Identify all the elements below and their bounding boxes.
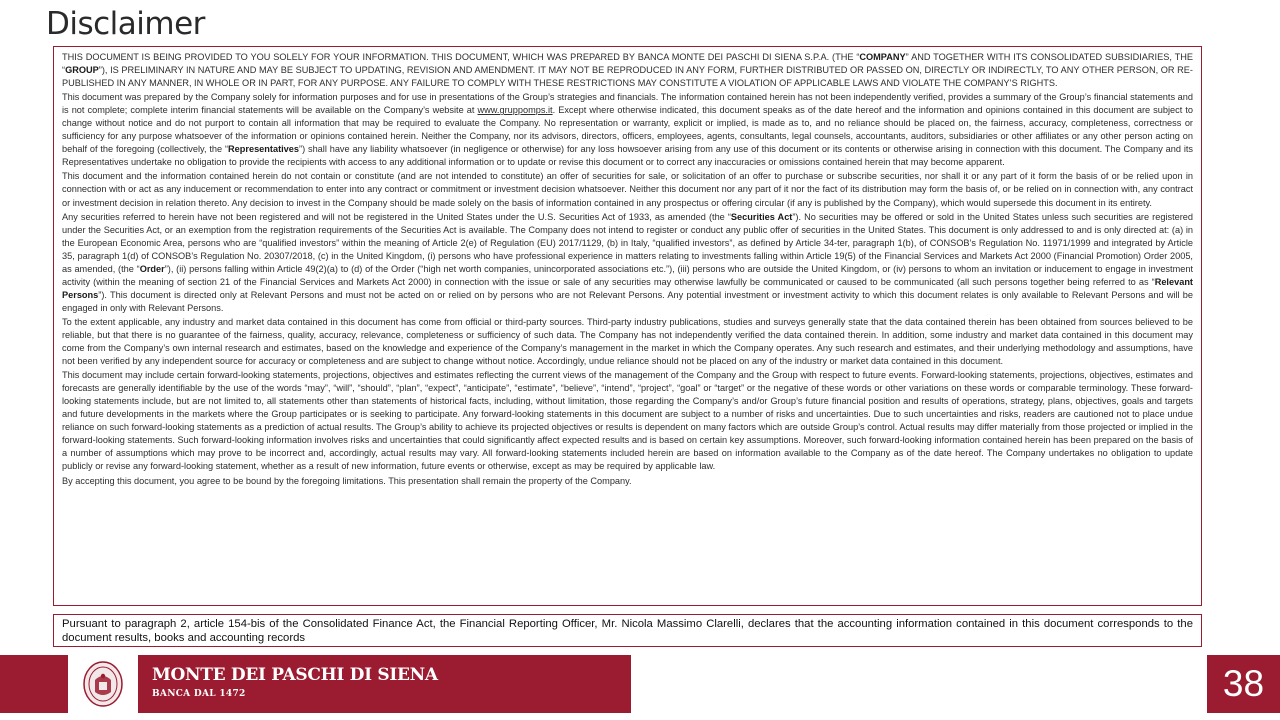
attestation-text: Pursuant to paragraph 2, article 154-bis of the Consolidated Finance Act, the Financial Reporting Officer, Mr. Nicola Massimo Clarelli, declares that the accounting information contained in this document corresponds to the document results, books and accounting records: [62, 618, 1193, 644]
defined-term: GROUP: [65, 65, 99, 76]
paragraph-text: Any securities referred to herein have not been registered and will not be registered in the United States under the U.S. Securities Act of 1933, as amended (the “: [62, 211, 731, 222]
defined-term: Securities Act: [730, 211, 793, 222]
paragraph-text: ”) shall have any liability whatsoever (in negligence or otherwise) for any loss howsoever arising from any use of this document or its contents or otherwise arising in connection with this document. The Company and its Representatives undertake no obligation to provide the recipients with access to any additional information or to update or revise this document or to correct any inaccuracies or omissions contained herein that may become apparent.: [62, 144, 1194, 168]
bank-seal-icon: [82, 660, 124, 708]
paragraph-text: To the extent applicable, any industry and market data contained in this document has come from official or third-party sources. Third-party industry publications, studies and surveys generally state that the data contained therein has been obtained from sources believed to be reliable, but that there is no guarantee of the fairness, quality, accuracy, relevance, completeness or sufficiency of such data. The Company has not independently verified the data contained therein. In addition, some industry and market data contained in this document may come from the Company’s own internal research and estimates, based on the knowledge and experience of the Company’s management in the market in which the Company operates. Any such research and estimates, and their underlying methodology and assumptions, have not been verified by any independent source for accuracy or completeness and are subject to change without notice. Accordingly, undue reliance should not be placed on any of the industry or market data contained in this document.: [62, 316, 1193, 367]
footer-bar: [0, 655, 631, 713]
paragraph-text: . Except where otherwise indicated, this document speaks as of the date hereof and the information and opinions contained in this document are subject to change without notice and do not purport to contain all information that may be required to evaluate the Company. No representation or warranty, explicit or implied, is made as to, and no reliance should be placed on, the fairness, accuracy, completeness, correctness or sufficiency for any purpose whatsoever of the information or opinions contained herein. Neither the Company, nor its advisors, directors, officers, employees, agents, consultants, legal counsels, accountants, auditors, subsidiaries or other affiliates or any other person acting on behalf of the foregoing (collectively, the “: [62, 105, 1194, 155]
brand-name: MONTE DEI PASCHI DI SIENA: [152, 665, 438, 685]
disclaimer-paragraph: [62, 475, 1193, 488]
logo-panel: [68, 655, 138, 713]
brand-subtitle: BANCA DAL 1472: [152, 689, 246, 699]
disclaimer-paragraph: [62, 170, 1193, 209]
paragraph-text: ”). This document is directed only at Relevant Persons and must not be acted on or relied on by persons who are not Relevant Persons. Any potential investment or investment activity to which this document relates is only available to Relevant Persons and will be engaged in only with Relevant Persons.: [62, 289, 1193, 313]
paragraph-text: This document was prepared by the Company solely for information purposes and for use in presentations of the Group’s strategies and financials. The information contained herein has not been independently verified, provides a summary of the Group’s financial statements and is not complete; complete interim financial statements will be available on the Company’s website at: [62, 92, 1193, 116]
paragraph-text: ” AND TOGETHER WITH ITS CONSOLIDATED SUBSIDIARIES, THE “: [62, 52, 1193, 76]
website-link[interactable]: www.gruppomps.it: [477, 105, 553, 116]
defined-term: Relevant Persons: [62, 276, 1193, 300]
disclaimer-paragraph: [62, 316, 1193, 368]
disclaimer-paragraph: [62, 51, 1193, 90]
disclaimer-paragraph: [62, 369, 1193, 473]
paragraph-text: ”), IS PRELIMINARY IN NATURE AND MAY BE SUBJECT TO UPDATING, REVISION AND AMENDMENT. IT MAY NOT BE REPRODUCED IN ANY FORM, FURTHER DISTRIBUTED OR PASSED ON, DIRECTLY OR INDIRECTLY, TO ANY OTHER PERSON, OR RE-PUBLISHED IN ANY MANNER, IN WHOLE OR IN PART, FOR ANY PURPOSE. ANY FAILURE TO COMPLY WITH THESE RESTRICTIONS MAY CONSTITUTE A VIOLATION OF APPLICABLE LAWS AND VIOLATE THE COMPANY’S RIGHTS.: [62, 65, 1193, 89]
page-title: Disclaimer: [46, 6, 205, 42]
page-number: 38: [1207, 655, 1280, 713]
paragraph-text: By accepting this document, you agree to be bound by the foregoing limitations. This presentation shall remain the property of the Company.: [62, 475, 632, 486]
disclaimer-paragraph: [62, 211, 1193, 315]
defined-term: COMPANY: [859, 52, 906, 62]
paragraph-text: ”). No securities may be offered or sold in the United States unless such securities are registered under the Securities Act, or an exemption from the registration requirements of the Securities Act is available. The Company does not intend to register or conduct any public offer of securities in the United States. This document is only addressed to and is only directed at: (a) in the European Economic Area, persons who are “qualified investors” within the meaning of Article 2(e) of Regulation (EU) 2017/1129, (b) in Italy, “qualified investors”, as defined by Article 34-ter, paragraph 1(b), of CONSOB’s Regulation No. 11971/1999 and integrated by Article 35, paragraph 1(d) of CONSOB’s Regulation No. 20307/2018, (c) in the United Kingdom, (i) persons who have professional experience in matters relating to investments falling within Article 19(5) of the Financial Services and Markets Act 2000 (Financial Promotion) Order 2005, as amended, (the “: [62, 211, 1194, 274]
defined-term: Order: [139, 263, 165, 274]
paragraph-text: This document may include certain forward-looking statements, projections, objectives and estimates reflecting the current views of the management of the Company and the Group with respect to future events. Forward-looking statements, projections, objectives, estimates and forecasts are generally identifiable by the use of the words “may”, “will”, “should”, “plan”, “expect”, “anticipate”, “estimate”, “believe”, “intend”, “project”, “goal” or “target” or the negative of these words or other variations on these words or comparable terminology. These forward-looking statements include, but are not limited to, all statements other than statements of historical facts, including, without limitation, those regarding the Company’s and/or Group’s future financial position and results of operations, strategy, plans, objectives, goals and targets and future developments in the markets where the Group participates or is seeking to participate. Any forward-looking statements in this document are subject to a number of risks and uncertainties. Due to such uncertainties and risks, readers are cautioned not to place undue reliance on such forward-looking statements as a prediction of actual results. The Group’s ability to achieve its projected objectives or results is dependent on many factors which are outside Group’s control. Actual results may differ materially from those projected or implied in the forward-looking statements. Such forward-looking information involves risks and uncertainties that could significantly affect expected results and is based on certain key assumptions. Moreover, such forward-looking information contained herein has been prepared on the basis of a number of assumptions which may prove to be incorrect and, accordingly, actual results may vary. All forward-looking statements included herein are based on information available to the Company as of the date hereof. The Company undertakes no obligation to update publicly or revise any forward-looking statement, whether as a result of new information, future events or otherwise, except as may be required by applicable law.: [62, 370, 1193, 472]
paragraph-text: ”), (ii) persons falling within Article 49(2)(a) to (d) of the Order (“high net worth companies, unincorporated associations etc.”), (iii) persons who are outside the United Kingdom, or (iv) persons to whom an invitation or inducement to engage in investment activity (within the meaning of section 21 of the Financial Services and Markets Act 2000) in connection with the issue or sale of any securities may otherwise lawfully be communicated or caused to be communicated (all such persons together being referred to as “: [62, 263, 1193, 287]
paragraph-text: THIS DOCUMENT IS BEING PROVIDED TO YOU SOLELY FOR YOUR INFORMATION. THIS DOCUMENT, WHICH WAS PREPARED BY BANCA MONTE DEI PASCHI DI SIENA S.P.A. (THE “: [62, 52, 860, 62]
defined-term: Representatives: [228, 144, 300, 155]
paragraph-text: This document and the information contained herein do not contain or constitute (and are not intended to constitute) an offer of securities for sale, or solicitation of an offer to purchase or subscribe securities, nor shall it or any part of it form the basis of or be relied upon in connection with or act as any inducement or recommendation to enter into any contract or commitment or investment decision whatsoever. Neither this document nor any part of it nor the fact of its distribution may form the basis of, or be relied on in connection with, any contract or investment decision in relation thereto. Any decision to invest in the Company should be made solely on the basis of information contained in any prospectus or offering circular (if any is published by the Company), which would supersede this document in its entirety.: [62, 171, 1193, 208]
disclaimer-paragraph: [62, 91, 1193, 169]
disclaimer-box: [53, 46, 1202, 606]
attestation-box: [53, 614, 1202, 647]
